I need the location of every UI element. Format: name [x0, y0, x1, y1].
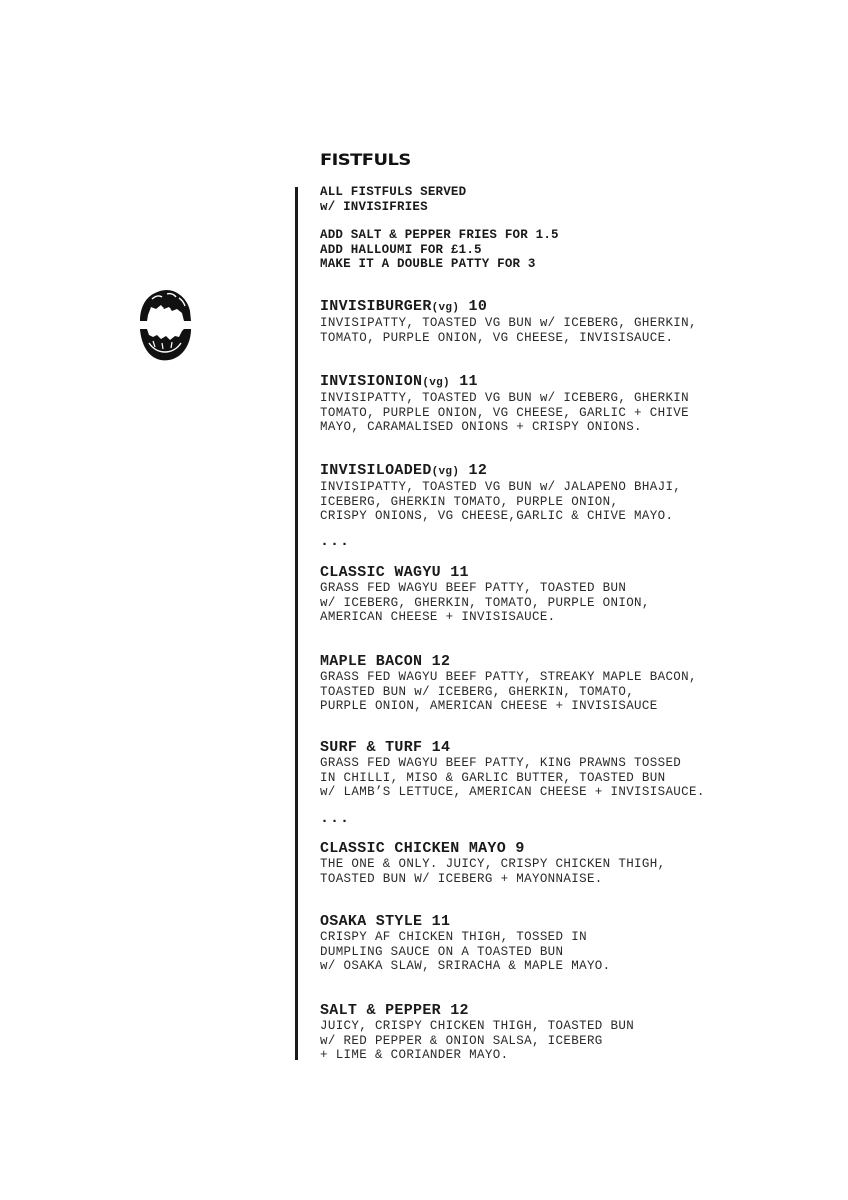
item-description: THE ONE & ONLY. JUICY, CRISPY CHICKEN THIGH, TOASTED BUN W/ ICEBERG + MAYONNAISE.: [320, 857, 666, 886]
item-name: INVISIBURGER: [320, 298, 432, 315]
item-tag: (vg): [431, 302, 460, 314]
item-description: GRASS FED WAGYU BEEF PATTY, KING PRAWNS TOSSED IN CHILLI, MISO & GARLIC BUTTER, TOASTED BUN w/ LAMB’S LETTUCE, AMERICAN CHEESE + INVISISAUCE.: [320, 756, 705, 799]
item-name: INVISILOADED: [320, 462, 432, 479]
item-price: 11: [450, 564, 469, 581]
section-separator: ...: [320, 810, 351, 827]
item-description: GRASS FED WAGYU BEEF PATTY, TOASTED BUN w/ ICEBERG, GHERKIN, TOMATO, PURPLE ONION, AMERICAN CHEESE + INVISISAUCE.: [320, 581, 650, 624]
item-description: CRISPY AF CHICKEN THIGH, TOSSED IN DUMPLING SAUCE ON A TOASTED BUN w/ OSAKA SLAW, SRIRACHA & MAPLE MAYO.: [320, 930, 611, 973]
item-price: 12: [431, 653, 451, 670]
vertical-rule: [295, 187, 298, 1060]
intro-notes: [320, 185, 780, 272]
addons-note: ADD SALT & PEPPER FRIES FOR 1.5 ADD HALLOUMI FOR £1.5 MAKE IT A DOUBLE PATTY FOR 3: [320, 228, 559, 271]
item-price: 11: [459, 373, 478, 390]
item-tag: (vg): [431, 466, 460, 478]
menu-item: [320, 914, 800, 974]
item-name: CLASSIC CHICKEN MAYO: [320, 840, 507, 857]
item-description: GRASS FED WAGYU BEEF PATTY, STREAKY MAPLE BACON, TOASTED BUN w/ ICEBERG, GHERKIN, TOMATO, PURPLE ONION, AMERICAN CHEESE + INVISISAUCE: [320, 670, 697, 713]
item-description: INVISIPATTY, TOASTED VG BUN w/ JALAPENO BHAJI, ICEBERG, GHERKIN TOMATO, PURPLE ONION, CRISPY ONIONS, VG CHEESE,GARLIC & CHIVE MAYO.: [320, 480, 682, 523]
menu-item: [320, 1003, 800, 1063]
item-name: SURF & TURF: [320, 739, 423, 756]
fist-hands-logo-icon: [137, 285, 193, 363]
item-description: INVISIPATTY, TOASTED VG BUN w/ ICEBERG, GHERKIN, TOMATO, PURPLE ONION, VG CHEESE, INVISISAUCE.: [320, 316, 697, 345]
section-separator: ...: [320, 533, 351, 550]
item-name: OSAKA STYLE: [320, 913, 423, 930]
page-title: FISTFULS: [320, 150, 411, 169]
menu-item: [320, 299, 800, 345]
item-price: 9: [515, 840, 525, 857]
served-with-note: ALL FISTFULS SERVED w/ INVISIFRIES: [320, 185, 467, 214]
menu-item: [320, 374, 800, 435]
item-name: CLASSIC WAGYU: [320, 564, 441, 581]
item-title: [320, 299, 800, 316]
item-name: INVISIONION: [320, 373, 423, 390]
menu-item: [320, 565, 800, 625]
item-price: 11: [431, 913, 451, 930]
item-title: [320, 914, 800, 930]
item-description: INVISIPATTY, TOASTED VG BUN w/ ICEBERG, GHERKIN TOMATO, PURPLE ONION, VG CHEESE, GARLIC + CHIVE MAYO, CARAMALISED ONIONS + CRISPY ONIONS.: [320, 391, 690, 434]
menu-item: [320, 463, 800, 524]
item-price: 12: [468, 462, 488, 479]
menu-item: [320, 740, 800, 800]
item-tag: (vg): [422, 377, 450, 389]
item-description: JUICY, CRISPY CHICKEN THIGH, TOASTED BUN w/ RED PEPPER & ONION SALSA, ICEBERG + LIME & CORIANDER MAYO.: [320, 1019, 635, 1062]
item-title: [320, 463, 800, 480]
item-title: [320, 740, 800, 756]
item-price: 12: [450, 1002, 469, 1019]
menu-item: [320, 654, 800, 714]
item-title: [320, 1003, 800, 1019]
menu-item: [320, 841, 800, 886]
item-name: MAPLE BACON: [320, 653, 423, 670]
item-price: 10: [468, 298, 488, 315]
item-price: 14: [431, 739, 451, 756]
item-title: [320, 654, 800, 670]
item-title: [320, 374, 800, 391]
item-title: [320, 841, 800, 857]
item-title: [320, 565, 800, 581]
item-name: SALT & PEPPER: [320, 1002, 441, 1019]
